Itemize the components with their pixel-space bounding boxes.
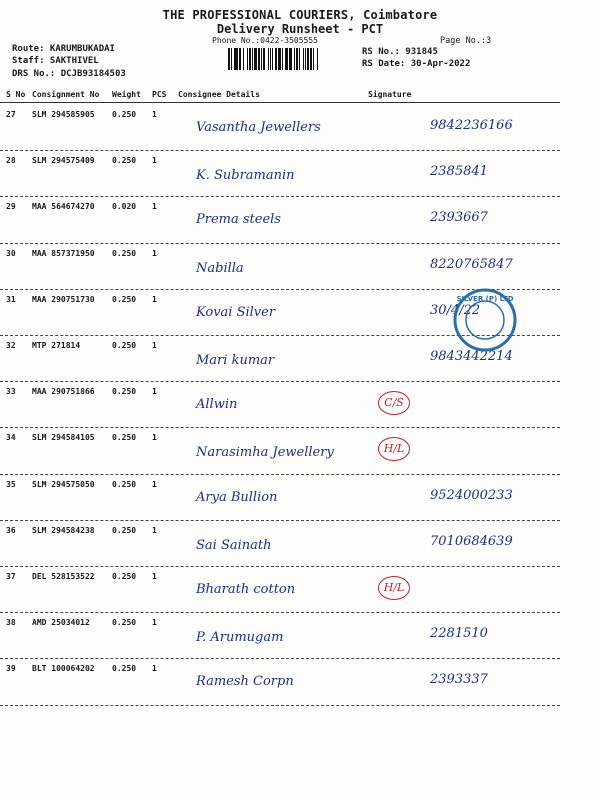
- row-consignee: Ramesh Corpn: [196, 674, 294, 690]
- row-consignment: BLT 100064202: [32, 664, 95, 674]
- row-pcs: 1: [152, 248, 157, 258]
- row-sno: 27: [6, 110, 16, 119]
- row-signature: 2281510: [430, 626, 488, 642]
- row-weight: 0.250: [112, 248, 137, 258]
- barcode: [228, 48, 354, 70]
- row-pcs: 1: [152, 202, 157, 212]
- row-consignment: MAA 290751730: [32, 294, 95, 304]
- row-pcs: 1: [152, 433, 157, 443]
- table-row: [0, 476, 600, 522]
- row-signature: 2393337: [430, 672, 488, 688]
- row-consignee: Mari kumar: [196, 353, 275, 368]
- row-consignee: K. Subramanin: [196, 168, 295, 184]
- barcode-gap: [318, 48, 320, 70]
- row-weight: 0.250: [112, 479, 137, 489]
- row-consignment: SLM 294584105: [32, 433, 95, 443]
- row-signature: 8220765847: [430, 256, 513, 272]
- row-divider: [0, 381, 560, 382]
- row-weight: 0.250: [112, 572, 137, 581]
- row-weight: 0.250: [112, 433, 137, 443]
- col-weight: Weight: [112, 90, 141, 99]
- row-weight: 0.250: [112, 110, 137, 119]
- row-consignment: MAA 857371950: [32, 248, 95, 258]
- row-weight: 0.250: [112, 618, 137, 628]
- table-row: [0, 245, 600, 291]
- row-weight: 0.020: [112, 202, 137, 212]
- row-pcs: 1: [152, 156, 157, 166]
- col-pcs: PCS: [152, 90, 167, 99]
- row-weight: 0.250: [112, 156, 137, 166]
- row-signature: 30/4/22: [430, 302, 481, 318]
- stamp-text: SILVER (P) LTD: [456, 295, 514, 303]
- table-row: [0, 383, 600, 429]
- row-signature-mark: C/S: [378, 391, 410, 415]
- header-rule: [0, 102, 560, 103]
- row-weight: 0.250: [112, 294, 137, 304]
- row-weight: 0.250: [112, 664, 137, 674]
- row-consignment: SLM 294575409: [32, 156, 95, 166]
- row-divider: [0, 658, 560, 659]
- route-label: Route: KARUMBUKADAI: [12, 44, 115, 54]
- row-sno: 37: [6, 572, 16, 581]
- row-consignee: Bharath cotton: [196, 582, 296, 597]
- row-consignment: SLM 294575050: [32, 479, 95, 489]
- row-consignment: MAA 564674270: [32, 202, 95, 212]
- table-row: [0, 568, 600, 614]
- row-consignee: Allwin: [196, 397, 238, 413]
- row-pcs: 1: [152, 525, 157, 535]
- row-signature: 9843442214: [430, 349, 513, 364]
- col-sno: S No: [6, 90, 26, 99]
- row-pcs: 1: [152, 664, 157, 674]
- row-consignment: DEL 528153522: [32, 572, 95, 581]
- table-row: [0, 522, 600, 568]
- table-row: [0, 614, 600, 660]
- row-sno: 29: [6, 202, 16, 212]
- page-number: Page No.:3: [440, 36, 492, 46]
- row-sno: 30: [6, 248, 16, 258]
- rs-number: RS No.: 931845: [362, 47, 438, 57]
- row-divider: [0, 566, 560, 567]
- row-pcs: 1: [152, 479, 157, 489]
- table-row: [0, 429, 600, 475]
- row-signature-mark: H/L: [378, 437, 410, 461]
- table-row: [0, 152, 600, 198]
- row-divider: [0, 705, 560, 706]
- row-divider: [0, 150, 560, 151]
- row-pcs: 1: [152, 572, 157, 581]
- row-consignee: Arya Bullion: [196, 489, 278, 505]
- row-weight: 0.250: [112, 525, 137, 535]
- row-divider: [0, 196, 560, 197]
- row-divider: [0, 243, 560, 244]
- row-consignee: P. Arumugam: [196, 630, 284, 646]
- row-sno: 28: [6, 156, 16, 166]
- row-signature: 2385841: [430, 164, 488, 180]
- row-consignment: MTP 271814: [32, 341, 81, 350]
- row-consignee: Prema steels: [196, 212, 281, 228]
- row-signature: 9524000233: [430, 487, 513, 503]
- row-consignee: Kovai Silver: [196, 304, 276, 320]
- row-weight: 0.250: [112, 341, 137, 350]
- row-sno: 39: [6, 664, 16, 674]
- row-sno: 38: [6, 618, 16, 628]
- row-pcs: 1: [152, 387, 157, 397]
- row-sno: 31: [6, 294, 16, 304]
- table-row: [0, 660, 600, 706]
- row-sno: 36: [6, 525, 16, 535]
- row-signature: 9842236166: [430, 118, 513, 133]
- row-signature: 2393667: [430, 210, 488, 226]
- row-consignee: Vasantha Jewellers: [196, 120, 321, 135]
- row-consignment: SLM 294585905: [32, 110, 95, 119]
- row-divider: [0, 474, 560, 475]
- row-consignment: MAA 290751866: [32, 387, 95, 397]
- staff-label: Staff: SAKTHIVEL: [12, 56, 99, 66]
- row-pcs: 1: [152, 618, 157, 628]
- col-consignment: Consignment No: [32, 90, 100, 99]
- row-consignee: Sai Sainath: [196, 537, 272, 553]
- row-divider: [0, 427, 560, 428]
- rs-date: RS Date: 30-Apr-2022: [362, 59, 471, 69]
- header-company: THE PROFESSIONAL COURIERS, Coimbatore: [162, 8, 438, 22]
- phone-number: Phone No.:0422-3505555: [212, 36, 318, 45]
- row-sno: 33: [6, 387, 16, 397]
- company-stamp: [452, 287, 518, 353]
- row-consignment: SLM 294584238: [32, 525, 95, 535]
- col-consignee: Consignee Details: [178, 90, 260, 99]
- row-sno: 35: [6, 479, 16, 489]
- row-pcs: 1: [152, 294, 157, 304]
- row-signature: 7010684639: [430, 533, 513, 549]
- row-consignee: Narasimha Jewellery: [196, 445, 334, 461]
- header-title: Delivery Runsheet - PCT: [216, 22, 384, 36]
- drs-label: DRS No.: DCJB93184503: [12, 69, 126, 79]
- col-signature: Signature: [368, 90, 412, 99]
- row-weight: 0.250: [112, 387, 137, 397]
- row-consignee: Nabilla: [196, 260, 244, 276]
- row-signature-mark: H/L: [378, 576, 410, 600]
- row-divider: [0, 520, 560, 521]
- row-divider: [0, 612, 560, 613]
- table-row: [0, 198, 600, 244]
- table-row: [0, 106, 600, 152]
- row-pcs: 1: [152, 341, 157, 350]
- row-consignment: AMD 25034012: [32, 618, 90, 628]
- row-sno: 32: [6, 341, 16, 350]
- row-pcs: 1: [152, 110, 157, 119]
- row-sno: 34: [6, 433, 16, 443]
